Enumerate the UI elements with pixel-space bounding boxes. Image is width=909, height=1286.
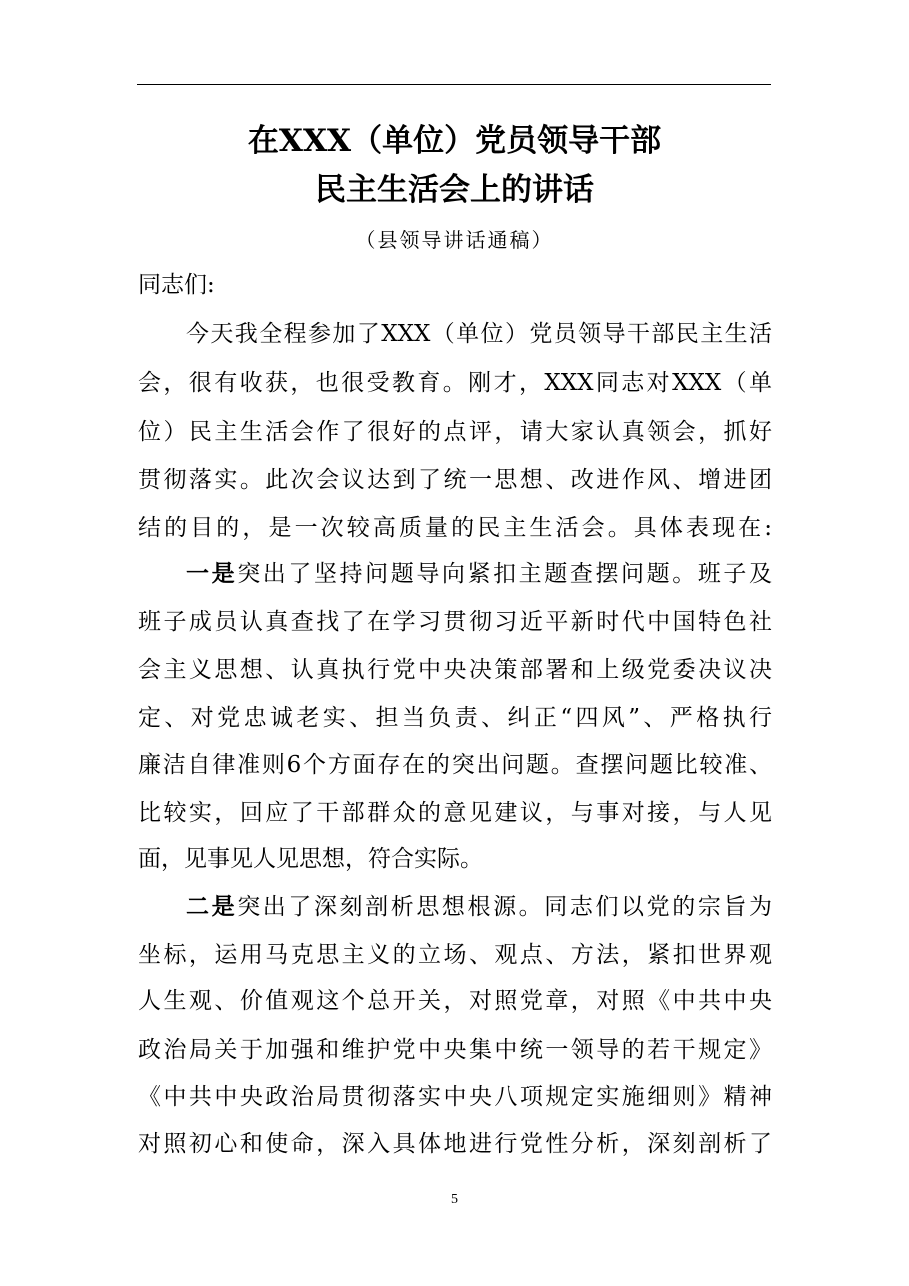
paragraph-1-line-1: 今天我全程参加了XXX（单位）党员领导干部民主生活 bbox=[186, 321, 772, 347]
paragraph-3-line-1 bbox=[186, 892, 772, 922]
paragraph-2-line-3: 会主义思想、认真执行党中央决策部署和上级党委决议决 bbox=[138, 657, 772, 683]
paragraph-1-line-5: 结的目的，是一次较高质量的民主生活会。具体表现在: bbox=[138, 515, 772, 541]
page-number: 5 bbox=[451, 1192, 458, 1207]
paragraph-3-line-6: 对照初心和使命，深入具体地进行党性分析，深刻剖析了 bbox=[138, 1131, 772, 1157]
paragraph-3-line-3: 人生观、价值观这个总开关，对照党章，对照《中共中央 bbox=[138, 988, 772, 1014]
paragraph-2-line-5: 廉洁自律准则6个方面存在的突出问题。查摆问题比较准、 bbox=[138, 752, 772, 778]
paragraph-2-line-2: 班子成员认真查找了在学习贯彻习近平新时代中国特色社 bbox=[138, 609, 772, 635]
paragraph-1-line-4: 贯彻落实。此次会议达到了统一思想、改进作风、增进团 bbox=[138, 467, 772, 493]
salutation: 同志们: bbox=[138, 272, 215, 298]
paragraph-2-line-4: 定、对党忠诚老实、担当负责、纠正“四风”、严格执行 bbox=[138, 705, 772, 731]
paragraph-2-first-rest: 突出了坚持问题导向紧扣主题查摆问题。班子及 bbox=[237, 561, 773, 587]
paragraph-3-line-5: 《中共中央政治局贯彻落实中央八项规定实施细则》精神 bbox=[138, 1084, 772, 1110]
paragraph-3-line-4: 政治局关于加强和维护党中央集中统一领导的若干规定》 bbox=[138, 1037, 772, 1063]
paragraph-2-lead: 一是 bbox=[186, 560, 238, 587]
paragraph-2-line-1 bbox=[186, 559, 772, 589]
paragraph-2-line-6: 比较实，回应了干部群众的意见建议，与事对接，与人见 bbox=[138, 800, 772, 826]
header-rule bbox=[137, 84, 771, 85]
document-subtitle: （县领导讲话通稿） bbox=[355, 228, 554, 252]
paragraph-1-line-2: 会，很有收获，也很受教育。刚才，XXX同志对XXX（单 bbox=[138, 370, 772, 396]
paragraph-2-line-7: 面，见事见人见思想，符合实际。 bbox=[138, 846, 483, 872]
paragraph-3-first-rest: 突出了深刻剖析思想根源。同志们以党的宗旨为 bbox=[237, 894, 773, 920]
paragraph-1-line-3: 位）民主生活会作了很好的点评，请大家认真领会，抓好 bbox=[138, 419, 772, 445]
paragraph-3-lead: 二是 bbox=[186, 893, 238, 920]
paragraph-3-line-2: 坐标，运用马克思主义的立场、观点、方法，紧扣世界观 bbox=[138, 942, 772, 968]
document-title-line-1: 在XXX（单位）党员领导干部 bbox=[247, 123, 662, 159]
document-title-line-2: 民主生活会上的讲话 bbox=[315, 172, 594, 208]
